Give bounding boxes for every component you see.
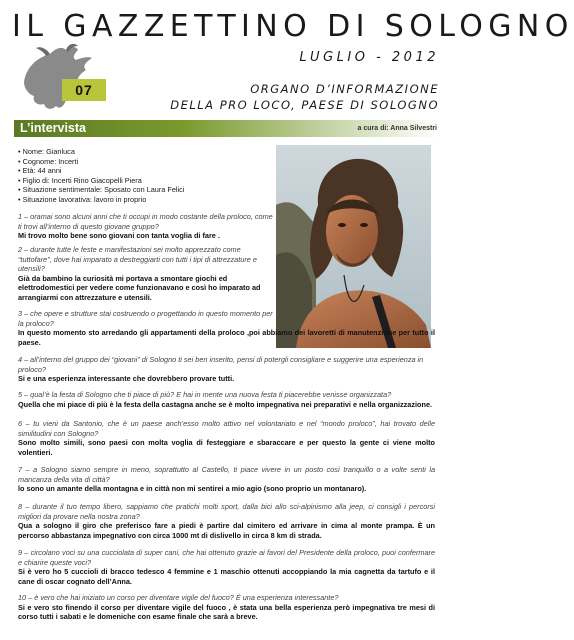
section-header-bar: [14, 120, 439, 137]
section-title: L’intervista: [20, 121, 86, 135]
question-text: 3 – che opere e strutture stai costruendo o progettando in questo momento per la proloco?: [18, 309, 273, 328]
fact-item: • Situazione sentimentale: Sposato con Laura Felici: [18, 185, 184, 195]
question-text: 2 – durante tutte le feste e manifestazioni sei molto apprezzato come “tuttofare”, dove hai imparato a destreggiarti con tutti i tipi di attrezzature e utensili?: [18, 245, 257, 274]
issue-number-badge: 07: [62, 79, 106, 101]
qa-item-10: [18, 593, 435, 622]
question-text: 4 – all’interno del gruppo dei “giovani” di Sologno ti sei ben inserito, pensi di potergli consigliare e suggerire una esperienza in proloco?: [18, 355, 424, 374]
fact-item: • Figlio di: Incerti Rino Giacopelli Piera: [18, 176, 184, 186]
interviewee-photo: [276, 145, 431, 348]
qa-item-8: [18, 502, 435, 540]
fact-item: • Età: 44 anni: [18, 166, 184, 176]
answer-text: Sono molto simili, sono paesi con molta voglia di festeggiare e sbaraccare e per questo la gente ci viene molto volentieri.: [18, 438, 435, 457]
subtitle-line-1: ORGANO D’INFORMAZIONE: [250, 82, 439, 96]
answer-text: lo sono un amante della montagna e in città non mi sentirei a mio agio (sono proprio un montanaro).: [18, 484, 367, 494]
facts-list: [18, 147, 184, 205]
question-text: 9 – circolano voci su una cucciolata di super cani, che hai ottenuto grazie ai favori del Presidente della proloco, puoi confermare e chiarire queste voci?: [18, 548, 435, 567]
issue-date: LUGLIO - 2012: [299, 50, 439, 65]
question-text: 7 – a Sologno siamo sempre in meno, soprattutto al Castello, ti piace vivere in un posto così tranquillo o a volte senti la mancanza della vita di città?: [18, 465, 435, 484]
masthead-title: IL GAZZETTINO DI SOLOGNO: [12, 9, 574, 44]
answer-text: Si è vero ho 5 cuccioli di bracco tedesco 4 femmine e 1 maschio ottenuti accoppiando la mia cagnetta da tartufo e il cane di oscar cognato dell’Anna.: [18, 567, 435, 586]
qa-item-9: [18, 548, 435, 586]
qa-item-4: [18, 355, 435, 384]
answer-text: Già da bambino la curiosità mi portava a smontare giochi ed elettrodomestici per vedere come funzionavano e così ho imparato ad arrangiarmi con attrezzature e utensili.: [18, 273, 261, 302]
question-text: 5 – qual’è la festa di Sologno che ti piace di più? E hai in mente una nuova festa ti piacerebbe venisse organizzata?: [18, 390, 392, 399]
fact-item: • Situazione lavorativa: lavoro in proprio: [18, 195, 184, 205]
qa-item-3: [18, 309, 435, 347]
answer-text: In questo momento sto arredando gli appartamenti della proloco ,poi abbiamo dei lavoretti di manutenzione per tutto il paese.: [18, 328, 435, 347]
answer-text: Qua a sologno il giro che preferisco fare a piedi è partire dal cimitero ed arrivare in cima al monte prampa. È un percorso abbastanza impegnativo con circa 1000 mt di dislivello in circa 8 km di strada.: [18, 521, 435, 540]
subtitle-line-2: DELLA PRO LOCO, PAESE DI SOLOGNO: [170, 98, 439, 112]
fact-item: • Nome: Gianluca: [18, 147, 184, 157]
question-text: 10 – è vero che hai iniziato un corso per diventare vigile del fuoco? È una esperienza interessante?: [18, 593, 339, 602]
qa-item-5: [18, 390, 435, 409]
fact-item: • Cognome: Incerti: [18, 157, 184, 167]
author-credit: a cura di: Anna Silvestri: [357, 125, 437, 132]
question-text: 8 – durante il tuo tempo libero, sappiamo che pratichi molti sport, dalla bici allo sci-alpinismo alla jeep, ci consigli i percorsi migliori da provare nella nostra zona?: [18, 502, 435, 521]
qa-item-2: [18, 245, 273, 303]
answer-text: Si e una esperienza interessante che dovrebbero provare tutti.: [18, 374, 235, 384]
question-text: 6 – tu vieni da Santonio, che è un paese anch’esso molto attivo nel volontariato e nel “mondo proloco”, hai trovato delle similitudini con Sologno?: [18, 419, 435, 438]
qa-item-6: [18, 419, 435, 457]
qa-item-1: [18, 212, 273, 241]
answer-text: Quella che mi piace di più è la festa della castagna anche se è molto impegnativa nei preparativi e nella organizzazione.: [18, 399, 433, 409]
answer-text: Si e vero sto finendo il corso per diventare vigile del fuoco , è stata una bella esperienza però impegnativa tre mesi di corso tutti i sabati e le domeniche con esame finale che sarà a breve.: [18, 602, 435, 622]
question-text: 1 – oramai sono alcuni anni che ti occupi in modo costante della proloco, come ti trovi all’interno di questo giovane gruppo?: [18, 212, 273, 231]
answer-text: Mi trovo molto bene sono giovani con tanta voglia di fare .: [18, 231, 220, 241]
qa-item-7: [18, 465, 435, 494]
